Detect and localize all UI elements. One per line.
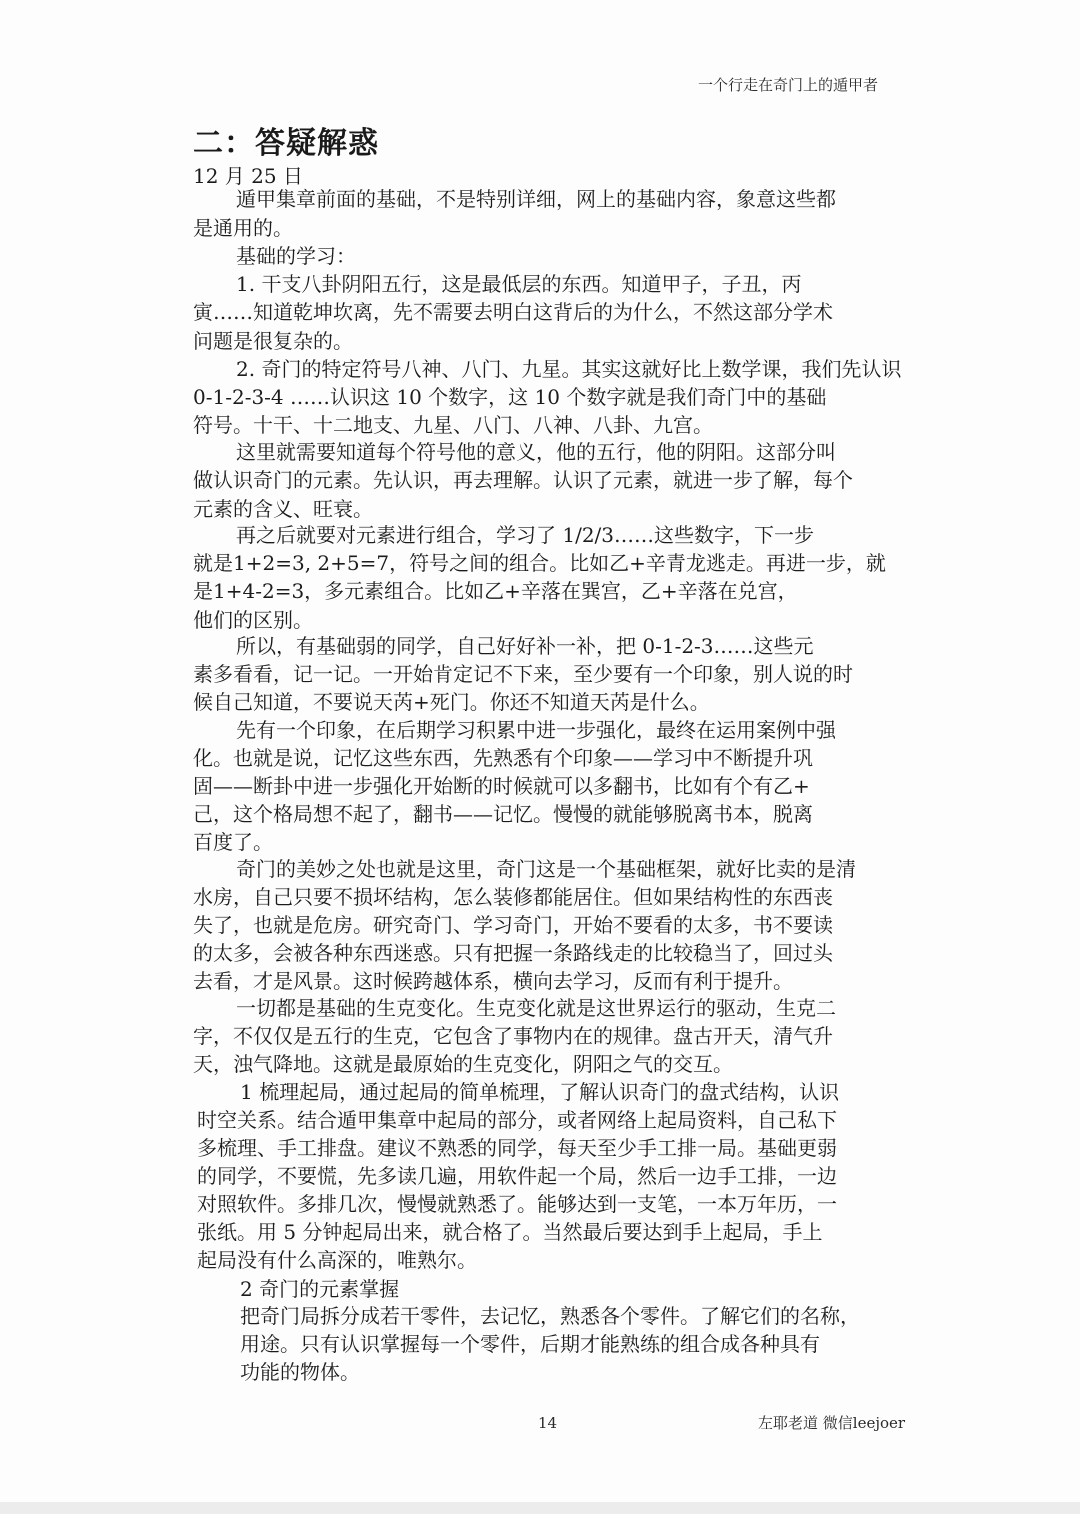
text-line: 固——断卦中进一步强化开始断的时候就可以多翻书，比如有个有乙+ (193, 774, 810, 798)
text-line: 是通用的。 (193, 216, 293, 240)
text-line: 元素的含义、旺衰。 (193, 497, 373, 521)
bottom-edge (0, 1502, 1080, 1514)
text-line: 先有一个印象，在后期学习积累中进一步强化，最终在运用案例中强 (236, 718, 836, 742)
text-line: 时空关系。结合遁甲集章中起局的部分，或者网络上起局资料，自己私下 (197, 1108, 837, 1132)
text-line: 0-1-2-3-4 ……认识这 10 个数字，这 10 个数字就是我们奇门中的基础 (193, 385, 827, 409)
text-line: 寅……知道乾坤坎离，先不需要去明白这背后的为什么，不然这部分学术 (193, 300, 833, 324)
page-number: 14 (538, 1414, 558, 1432)
text-line: 再之后就要对元素进行组合，学习了 1/2/3……这些数字，下一步 (236, 523, 815, 547)
text-line: 对照软件。多排几次，慢慢就熟悉了。能够达到一支笔，一本万年历，一 (197, 1192, 837, 1216)
text-line: 2. 奇门的特定符号八神、八门、九星。其实这就好比上数学课，我们先认识 (236, 357, 902, 381)
text-line: 天，浊气降地。这就是最原始的生克变化，阴阳之气的交互。 (193, 1052, 733, 1076)
text-line: 失了，也就是危房。研究奇门、学习奇门，开始不要看的太多，书不要读 (193, 913, 833, 937)
text-line: 做认识奇门的元素。先认识，再去理解。认识了元素，就进一步了解，每个 (193, 468, 853, 492)
text-line: 把奇门局拆分成若干零件，去记忆，熟悉各个零件。了解它们的名称， (240, 1304, 860, 1328)
text-line: 功能的物体。 (240, 1360, 360, 1384)
text-line: 符号。十干、十二地支、九星、八门、八神、八卦、九宫。 (193, 413, 713, 437)
text-line: 候自己知道，不要说天芮+死门。你还不知道天芮是什么。 (193, 690, 710, 714)
text-line: 张纸。用 5 分钟起局出来，就合格了。当然最后要达到手上起局，手上 (197, 1220, 823, 1244)
text-line: 遁甲集章前面的基础，不是特别详细，网上的基础内容，象意这些都 (236, 187, 836, 211)
text-line: 字，不仅仅是五行的生克，它包含了事物内在的规律。盘古开天，清气升 (193, 1024, 833, 1048)
text-line: 百度了。 (193, 830, 273, 854)
running-header: 一个行走在奇门上的遁甲者 (697, 76, 878, 94)
text-line: 水房，自己只要不损坏结构，怎么装修都能居住。但如果结构性的东西丧 (193, 885, 833, 909)
author-credit: 左耶老道 微信leejoer (758, 1414, 906, 1432)
text-line: 这里就需要知道每个符号他的意义，他的五行，他的阴阳。这部分叫 (236, 440, 836, 464)
text-line: 素多看看，记一记。一开始肯定记不下来，至少要有一个印象，别人说的时 (193, 662, 853, 686)
entry-date: 12 月 25 日 (193, 164, 303, 188)
text-line: 的同学，不要慌，先多读几遍，用软件起一个局，然后一边手工排，一边 (197, 1164, 837, 1188)
section-title: 二：答疑解惑 (193, 126, 379, 161)
text-line: 是1+4-2=3，多元素组合。比如乙+辛落在巽宫，乙+辛落在兑宫， (193, 579, 798, 603)
text-line: 基础的学习： (236, 244, 356, 268)
text-line: 的太多，会被各种东西迷惑。只有把握一条路线走的比较稳当了，回过头 (193, 941, 833, 965)
text-line: 就是1+2=3, 2+5=7，符号之间的组合。比如乙+辛青龙逃走。再进一步，就 (193, 551, 886, 575)
text-line: 问题是很复杂的。 (193, 329, 353, 353)
text-line: 奇门的美妙之处也就是这里，奇门这是一个基础框架，就好比卖的是清 (236, 857, 856, 881)
text-line: 1 梳理起局，通过起局的简单梳理，了解认识奇门的盘式结构，认识 (240, 1080, 840, 1104)
text-line: 用途。只有认识掌握每一个零件，后期才能熟练的组合成各种具有 (240, 1332, 820, 1356)
text-line: 起局没有什么高深的，唯熟尔。 (197, 1248, 477, 1272)
text-line: 1. 干支八卦阴阳五行，这是最低层的东西。知道甲子，子丑，丙 (236, 272, 802, 296)
text-line: 去看，才是风景。这时候跨越体系，横向去学习，反而有利于提升。 (193, 969, 793, 993)
text-line: 他们的区别。 (193, 608, 313, 632)
text-line: 多梳理、手工排盘。建议不熟悉的同学，每天至少手工排一局。基础更弱 (197, 1136, 837, 1160)
text-line: 己，这个格局想不起了，翻书——记忆。慢慢的就能够脱离书本，脱离 (193, 802, 813, 826)
text-line: 所以，有基础弱的同学，自己好好补一补，把 0-1-2-3……这些元 (236, 634, 814, 658)
text-line: 化。也就是说，记忆这些东西，先熟悉有个印象——学习中不断提升巩 (193, 746, 813, 770)
text-line: 2 奇门的元素掌握 (240, 1277, 400, 1301)
text-line: 一切都是基础的生克变化。生克变化就是这世界运行的驱动，生克二 (236, 996, 836, 1020)
